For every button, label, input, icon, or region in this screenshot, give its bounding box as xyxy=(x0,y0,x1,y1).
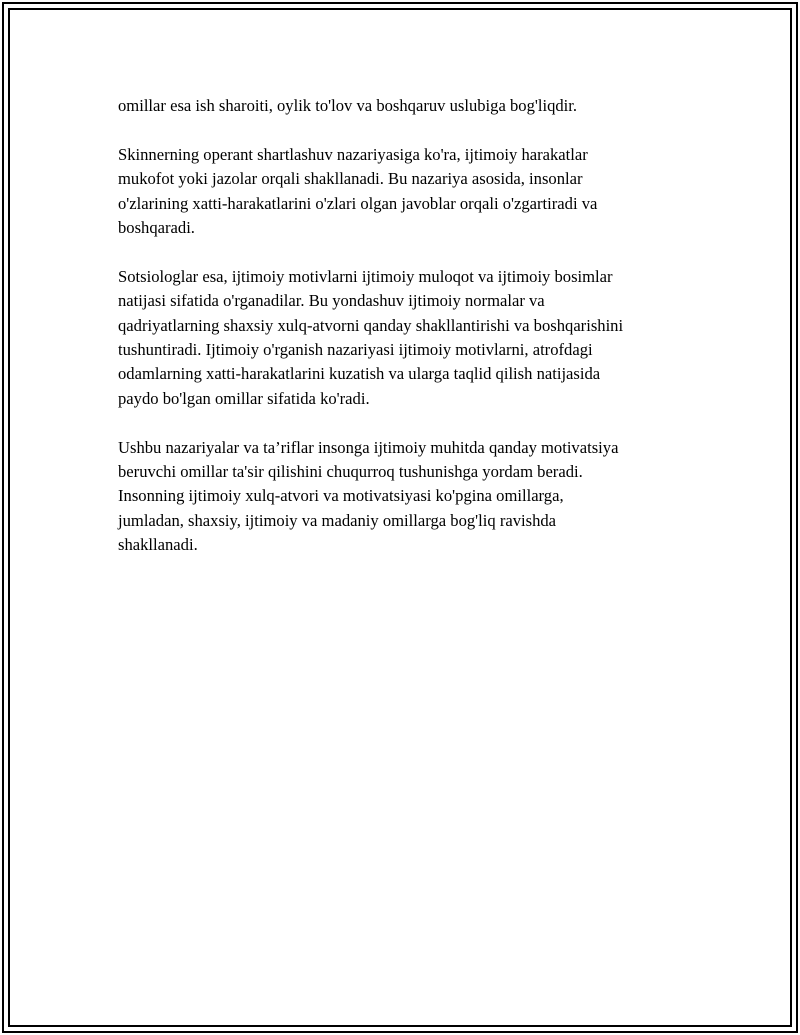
paragraph-line: omillar esa ish sharoiti, oylik to'lov va boshqaruv uslubiga bog'liqdir. xyxy=(118,96,578,115)
paragraph-1 xyxy=(118,94,698,118)
document-body xyxy=(118,94,698,582)
paragraph-3 xyxy=(118,265,698,411)
paragraph-line: natijasi sifatida o'rganadilar. Bu yondashuv ijtimoiy normalar va xyxy=(118,291,545,311)
paragraph-4 xyxy=(118,436,698,558)
paragraph-line: mukofot yoki jazolar orqali shakllanadi. Bu nazariya asosida, insonlar xyxy=(118,169,583,189)
paragraph-line: o'zlarining xatti-harakatlarini o'zlari olgan javoblar orqali o'zgartiradi va xyxy=(118,193,598,213)
paragraph-line: paydo bo'lgan omillar sifatida ko'radi. xyxy=(118,388,370,408)
paragraph-line: qadriyatlarning shaxsiy xulq-atvorni qanday shakllantirishi va boshqarishini xyxy=(118,315,624,335)
paragraph-line: odamlarning xatti-harakatlarini kuzatish va ularga taqlid qilish natijasida xyxy=(118,364,601,384)
paragraph-line: tushuntiradi. Ijtimoiy o'rganish nazariyasi ijtimoiy motivlarni, atrofdagi xyxy=(118,340,593,360)
paragraph-line: Skinnerning operant shartlashuv nazariyasiga ko'ra, ijtimoiy harakatlar xyxy=(118,144,588,164)
paragraph-line: Sotsiologlar esa, ijtimoiy motivlarni ijtimoiy muloqot va ijtimoiy bosimlar xyxy=(118,266,613,286)
paragraph-line: jumladan, shaxsiy, ijtimoiy va madaniy omillarga bog'liq ravishda xyxy=(118,510,557,530)
paragraph-line: boshqaradi. xyxy=(118,218,195,238)
paragraph-line: Ushbu nazariyalar va ta’riflar insonga ijtimoiy muhitda qanday motivatsiya xyxy=(118,437,619,457)
paragraph-line: shakllanadi. xyxy=(118,535,198,555)
paragraph-2 xyxy=(118,143,698,241)
paragraph-line: Insonning ijtimoiy xulq-atvori va motivatsiyasi ko'pgina omillarga, xyxy=(118,486,564,506)
paragraph-line: beruvchi omillar ta'sir qilishini chuqurroq tushunishga yordam beradi. xyxy=(118,462,583,482)
